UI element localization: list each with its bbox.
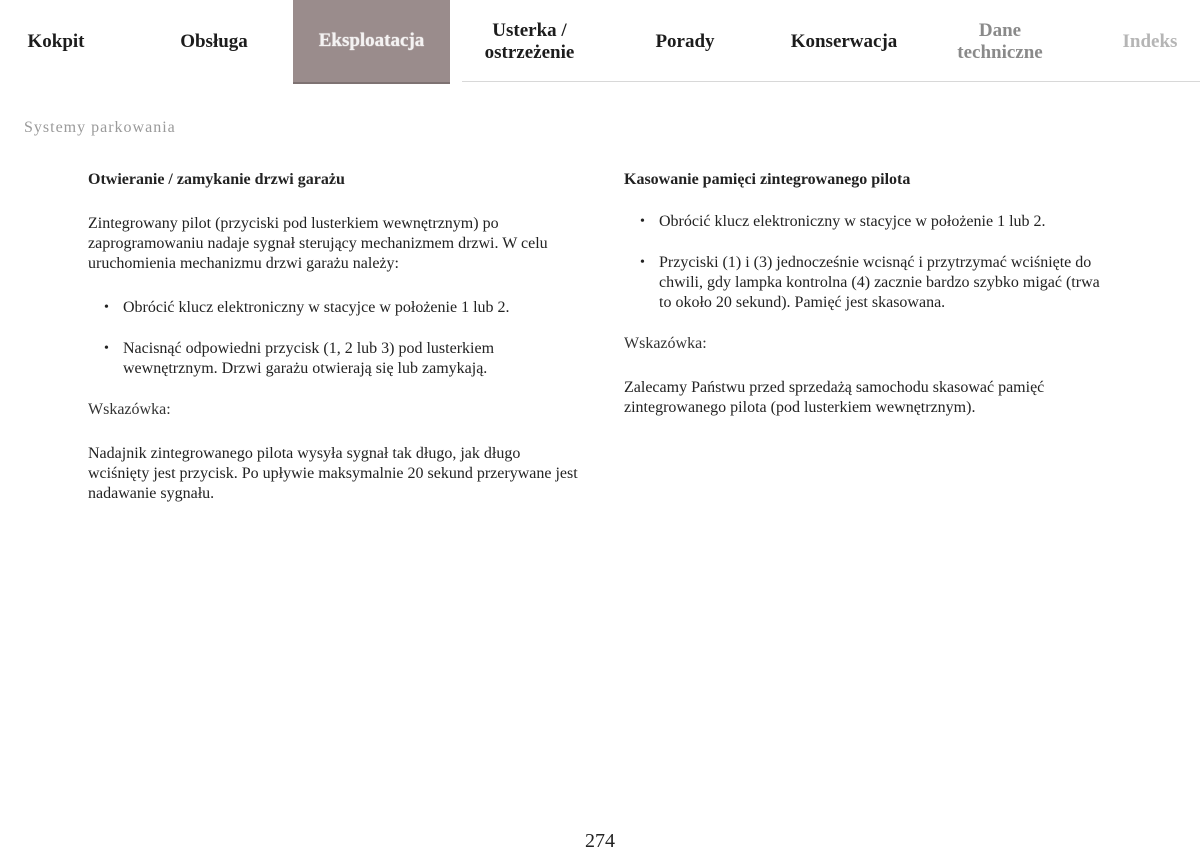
tab-konserwacja[interactable]	[770, 0, 918, 84]
tab-obsluga[interactable]	[150, 0, 278, 84]
list-item	[88, 298, 583, 318]
right-note-label: Wskazówka:	[624, 335, 707, 352]
list-item	[624, 212, 1114, 232]
page-number: 274	[585, 830, 615, 852]
tab-usterka-ostrzezenie[interactable]	[462, 0, 597, 84]
left-intro: Zintegrowany pilot (przyciski pod lusterkiem wewnętrznym) po zaprogramowaniu nadaje sygnał sterujący mechanizmem drzwi. W celu uruchomienia mechanizmu drzwi garażu należy:	[88, 215, 548, 272]
list-item-text: Przyciski (1) i (3) jednocześnie wcisnąć i przytrzymać wciśnięte do chwili, gdy lampka kontrolna (4) zacznie bardzo szybko migać (trwa to około 20 sekund). Pamięć jest skasowana.	[659, 254, 1100, 311]
list-item-text: Nacisnąć odpowiedni przycisk (1, 2 lub 3) pod lusterkiem wewnętrznym. Drzwi garażu otwierają się lub zamykają.	[123, 340, 495, 377]
tab-indeks[interactable]	[1100, 0, 1200, 84]
tab-dane-techniczne[interactable]	[930, 0, 1070, 84]
tab-label: Indeks	[1122, 31, 1178, 52]
tab-eksploatacja[interactable]	[293, 0, 450, 84]
right-heading: Kasowanie pamięci zintegrowanego pilota	[624, 171, 911, 188]
list-item	[624, 253, 1114, 313]
bullet-icon: •	[104, 300, 109, 315]
tab-label: Porady	[655, 31, 715, 52]
bullet-icon: •	[104, 341, 109, 356]
left-heading: Otwieranie / zamykanie drzwi garażu	[88, 171, 345, 188]
bullet-icon: •	[640, 214, 645, 229]
right-column	[624, 170, 1114, 442]
tab-bar-divider	[462, 81, 1200, 82]
right-steps-list	[624, 212, 1114, 313]
section-title: Systemy parkowania	[24, 119, 176, 136]
list-item-text: Obrócić klucz elektroniczny w stacyjce w położenie 1 lub 2.	[659, 213, 1046, 230]
bullet-icon: •	[640, 255, 645, 270]
tab-porady[interactable]	[625, 0, 745, 84]
left-steps-list	[88, 298, 583, 379]
tab-label: Dane techniczne	[957, 20, 1043, 63]
right-note-text: Zalecamy Państwu przed sprzedażą samochodu skasować pamięć zintegrowanego pilota (pod lusterkiem wewnętrznym).	[624, 379, 1045, 416]
left-note-text: Nadajnik zintegrowanego pilota wysyła sygnał tak długo, jak długo wciśnięty jest przycisk. Po upływie maksymalnie 20 sekund przerywane jest nadawanie sygnału.	[88, 445, 578, 502]
left-note-label: Wskazówka:	[88, 401, 171, 418]
chapter-tab-bar	[0, 0, 1200, 84]
tab-label: Kokpit	[27, 31, 85, 52]
tab-kokpit[interactable]	[0, 0, 112, 84]
tab-label: Obsługa	[180, 31, 248, 52]
list-item	[88, 339, 583, 379]
tab-label: Usterka / ostrzeżenie	[484, 20, 575, 63]
list-item-text: Obrócić klucz elektroniczny w stacyjce w położenie 1 lub 2.	[123, 299, 510, 316]
tab-label: Konserwacja	[790, 31, 898, 52]
tab-label: Eksploatacja	[318, 30, 425, 51]
left-column	[88, 170, 583, 528]
